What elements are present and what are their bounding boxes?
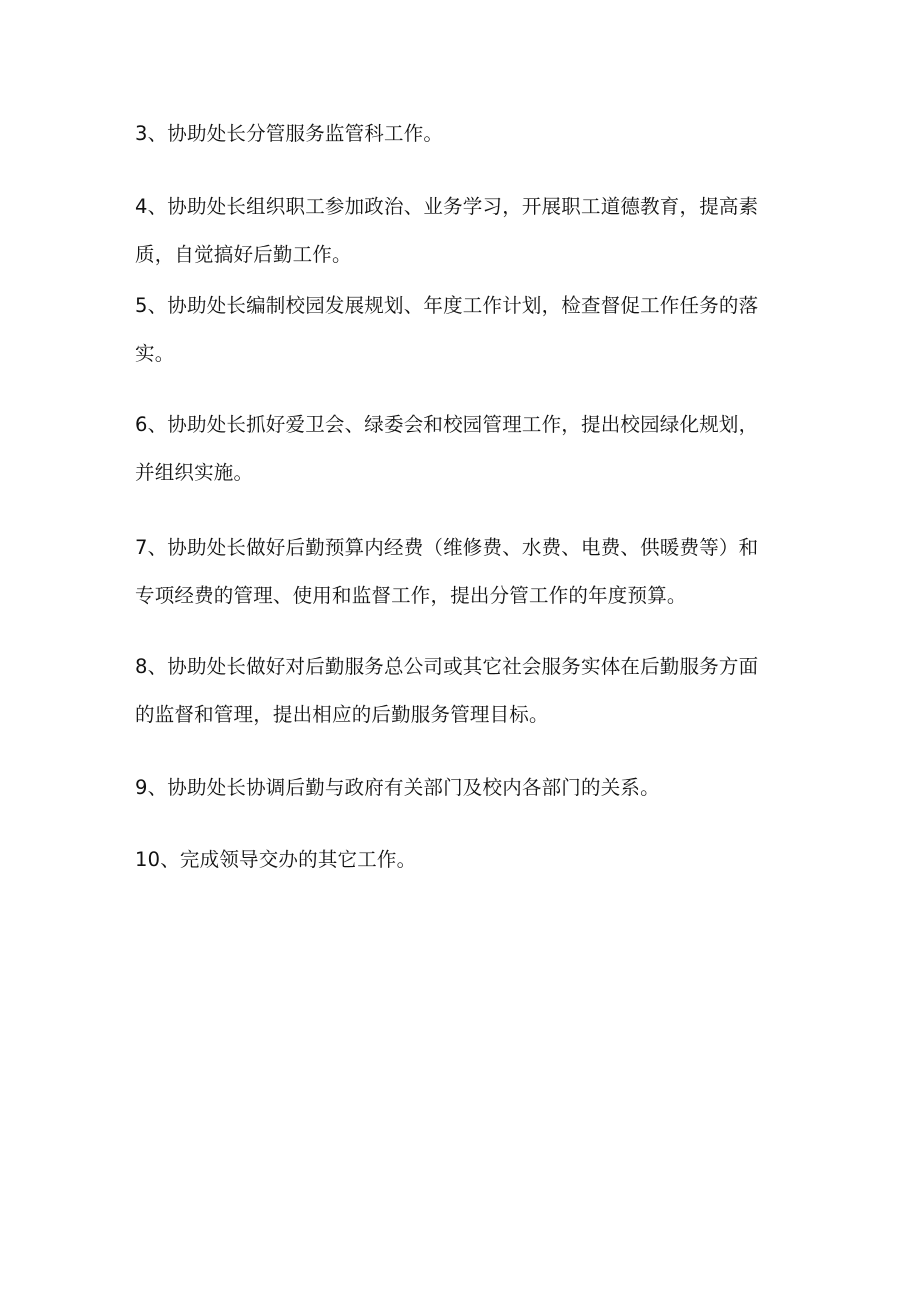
duty-item-6: 6、协助处长抓好爱卫会、绿委会和校园管理工作，提出校园绿化规划，并组织实施。 [135, 413, 759, 484]
duty-item-7: 7、协助处长做好后勤预算内经费（维修费、水费、电费、供暖费等）和专项经费的管理、使用和监督工作，提出分管工作的年度预算。 [135, 536, 759, 607]
duty-item-4: 4、协助处长组织职工参加政治、业务学习，开展职工道德教育，提高素质，自觉搞好后勤工作。 [135, 195, 759, 266]
duty-item-9: 9、协助处长协调后勤与政府有关部门及校内各部门的关系。 [135, 776, 660, 799]
duty-item-8: 8、协助处长做好对后勤服务总公司或其它社会服务实体在后勤服务方面的监督和管理，提出相应的后勤服务管理目标。 [135, 655, 759, 726]
duty-item-3: 3、协助处长分管服务监管科工作。 [135, 122, 444, 145]
duty-item-5: 5、协助处长编制校园发展规划、年度工作计划，检查督促工作任务的落实。 [135, 294, 759, 365]
duty-item-10: 10、完成领导交办的其它工作。 [135, 848, 417, 871]
